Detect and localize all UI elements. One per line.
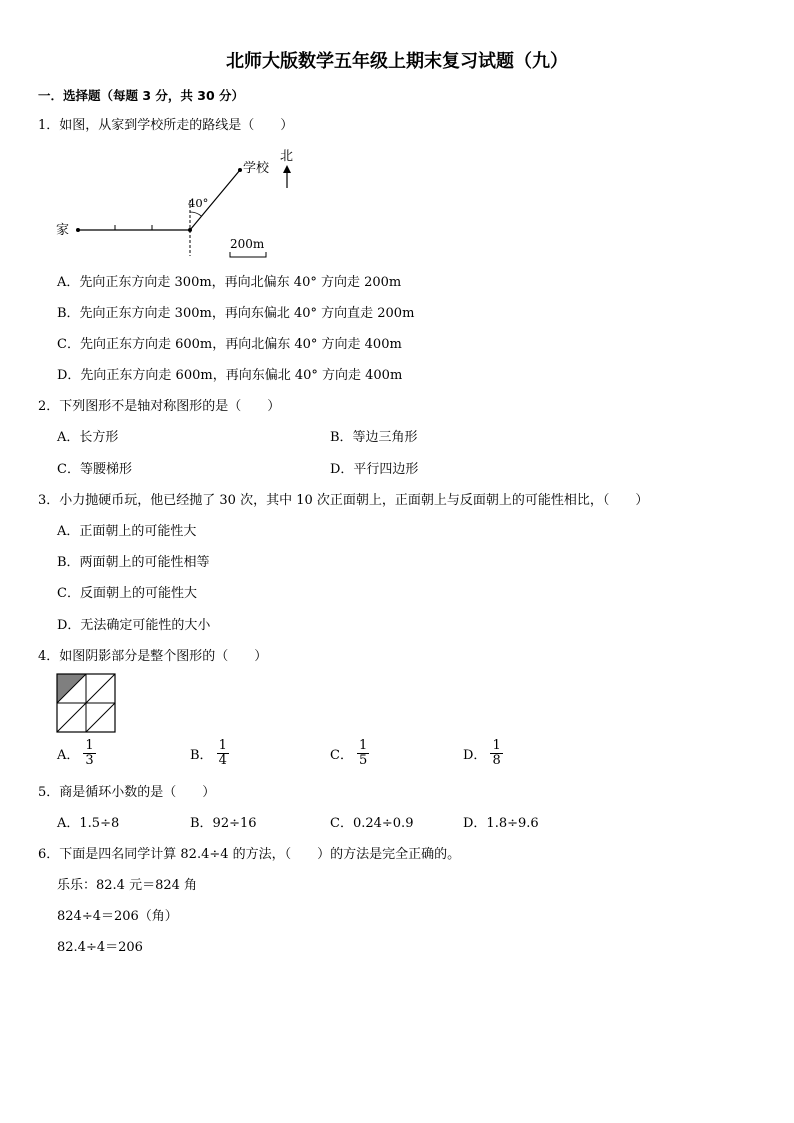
q2-option-a[interactable]: A．长方形 (57, 430, 119, 445)
numerator: 1 (218, 738, 227, 753)
q5-option-c[interactable]: C．0.24÷0.9 (330, 816, 414, 831)
fraction (83, 739, 95, 768)
q6-line: 82.4÷4＝206 (57, 940, 143, 955)
north-arrow-icon (283, 165, 291, 173)
q5-option-a[interactable]: A．1.5÷8 (57, 816, 120, 831)
q1-option-d[interactable]: D．先向正东方向走 600m，再向东偏北 40° 方向走 400m (57, 368, 403, 383)
q2-option-b[interactable]: B．等边三角形 (330, 430, 418, 445)
angle-arc (190, 212, 202, 216)
q1-option-b[interactable]: B．先向正东方向走 300m，再向东偏北 40° 方向直走 200m (57, 306, 415, 321)
q3-option-c[interactable]: C．反面朝上的可能性大 (57, 586, 197, 601)
q6-stem: 6．下面是四名同学计算 82.4÷4 的方法，（ ）的方法是完全正确的。 (38, 847, 461, 862)
option-label: B． (190, 748, 213, 763)
q3-stem: 3．小力抛硬币玩，他已经抛了 30 次，其中 10 次正面朝上，正面朝上与反面朝上的可能性相比，（ ） (38, 493, 649, 508)
route-diagram (50, 140, 320, 260)
scale-label: 200m (230, 237, 265, 251)
denominator: 4 (218, 753, 227, 768)
q6-line: 乐乐：82.4 元＝824 角 (57, 878, 198, 893)
q3-option-a[interactable]: A．正面朝上的可能性大 (57, 524, 197, 539)
diagonal-line (86, 703, 115, 732)
q4-option-c[interactable] (330, 739, 369, 768)
denominator: 3 (85, 753, 94, 768)
numerator: 1 (492, 738, 501, 753)
q3-option-b[interactable]: B．两面朝上的可能性相等 (57, 555, 210, 570)
fraction (217, 739, 229, 768)
q5-option-d[interactable]: D．1.8÷9.6 (463, 816, 539, 831)
denominator: 8 (492, 753, 501, 768)
q1-option-a[interactable]: A．先向正东方向走 300m，再向北偏东 40° 方向走 200m (57, 275, 402, 290)
fraction (357, 739, 369, 768)
denominator: 5 (358, 753, 368, 768)
q3-option-d[interactable]: D．无法确定可能性的大小 (57, 618, 211, 633)
q2-option-d[interactable]: D．平行四边形 (330, 462, 419, 477)
home-label: 家 (56, 223, 70, 238)
q4-option-d[interactable] (463, 739, 503, 768)
q1-option-c[interactable]: C．先向正东方向走 600m，再向北偏东 40° 方向走 400m (57, 337, 402, 352)
angle-label: 40° (188, 196, 209, 210)
page-title: 北师大版数学五年级上期末复习试题（九） (226, 51, 568, 72)
diagonal-line (57, 703, 86, 732)
q2-option-c[interactable]: C．等腰梯形 (57, 462, 132, 477)
q2-stem: 2．下列图形不是轴对称图形的是（ ） (38, 399, 281, 414)
q4-option-a[interactable] (57, 739, 96, 768)
school-label: 学校 (243, 161, 270, 176)
option-label: C． (330, 748, 353, 763)
q1-stem: 1．如图，从家到学校所走的路线是（ ） (38, 118, 294, 133)
q5-option-b[interactable]: B．92÷16 (190, 816, 257, 831)
numerator: 1 (358, 738, 368, 753)
school-point (238, 168, 242, 172)
home-point (76, 228, 80, 232)
diagonal-line (86, 674, 115, 703)
q5-stem: 5．商是循环小数的是（ ） (38, 785, 216, 800)
numerator: 1 (85, 738, 94, 753)
q6-line: 824÷4＝206（角） (57, 909, 178, 924)
scale-bar (230, 252, 266, 257)
shaded-square-figure (57, 674, 115, 732)
section-heading: 一．选择题（每题 3 分，共 30 分） (38, 88, 245, 103)
option-label: D． (463, 748, 487, 763)
q4-stem: 4．如图阴影部分是整个图形的（ ） (38, 649, 268, 664)
option-label: A． (57, 748, 80, 763)
north-label: 北 (280, 149, 294, 164)
q4-option-b[interactable] (190, 739, 229, 768)
fraction (490, 739, 502, 768)
